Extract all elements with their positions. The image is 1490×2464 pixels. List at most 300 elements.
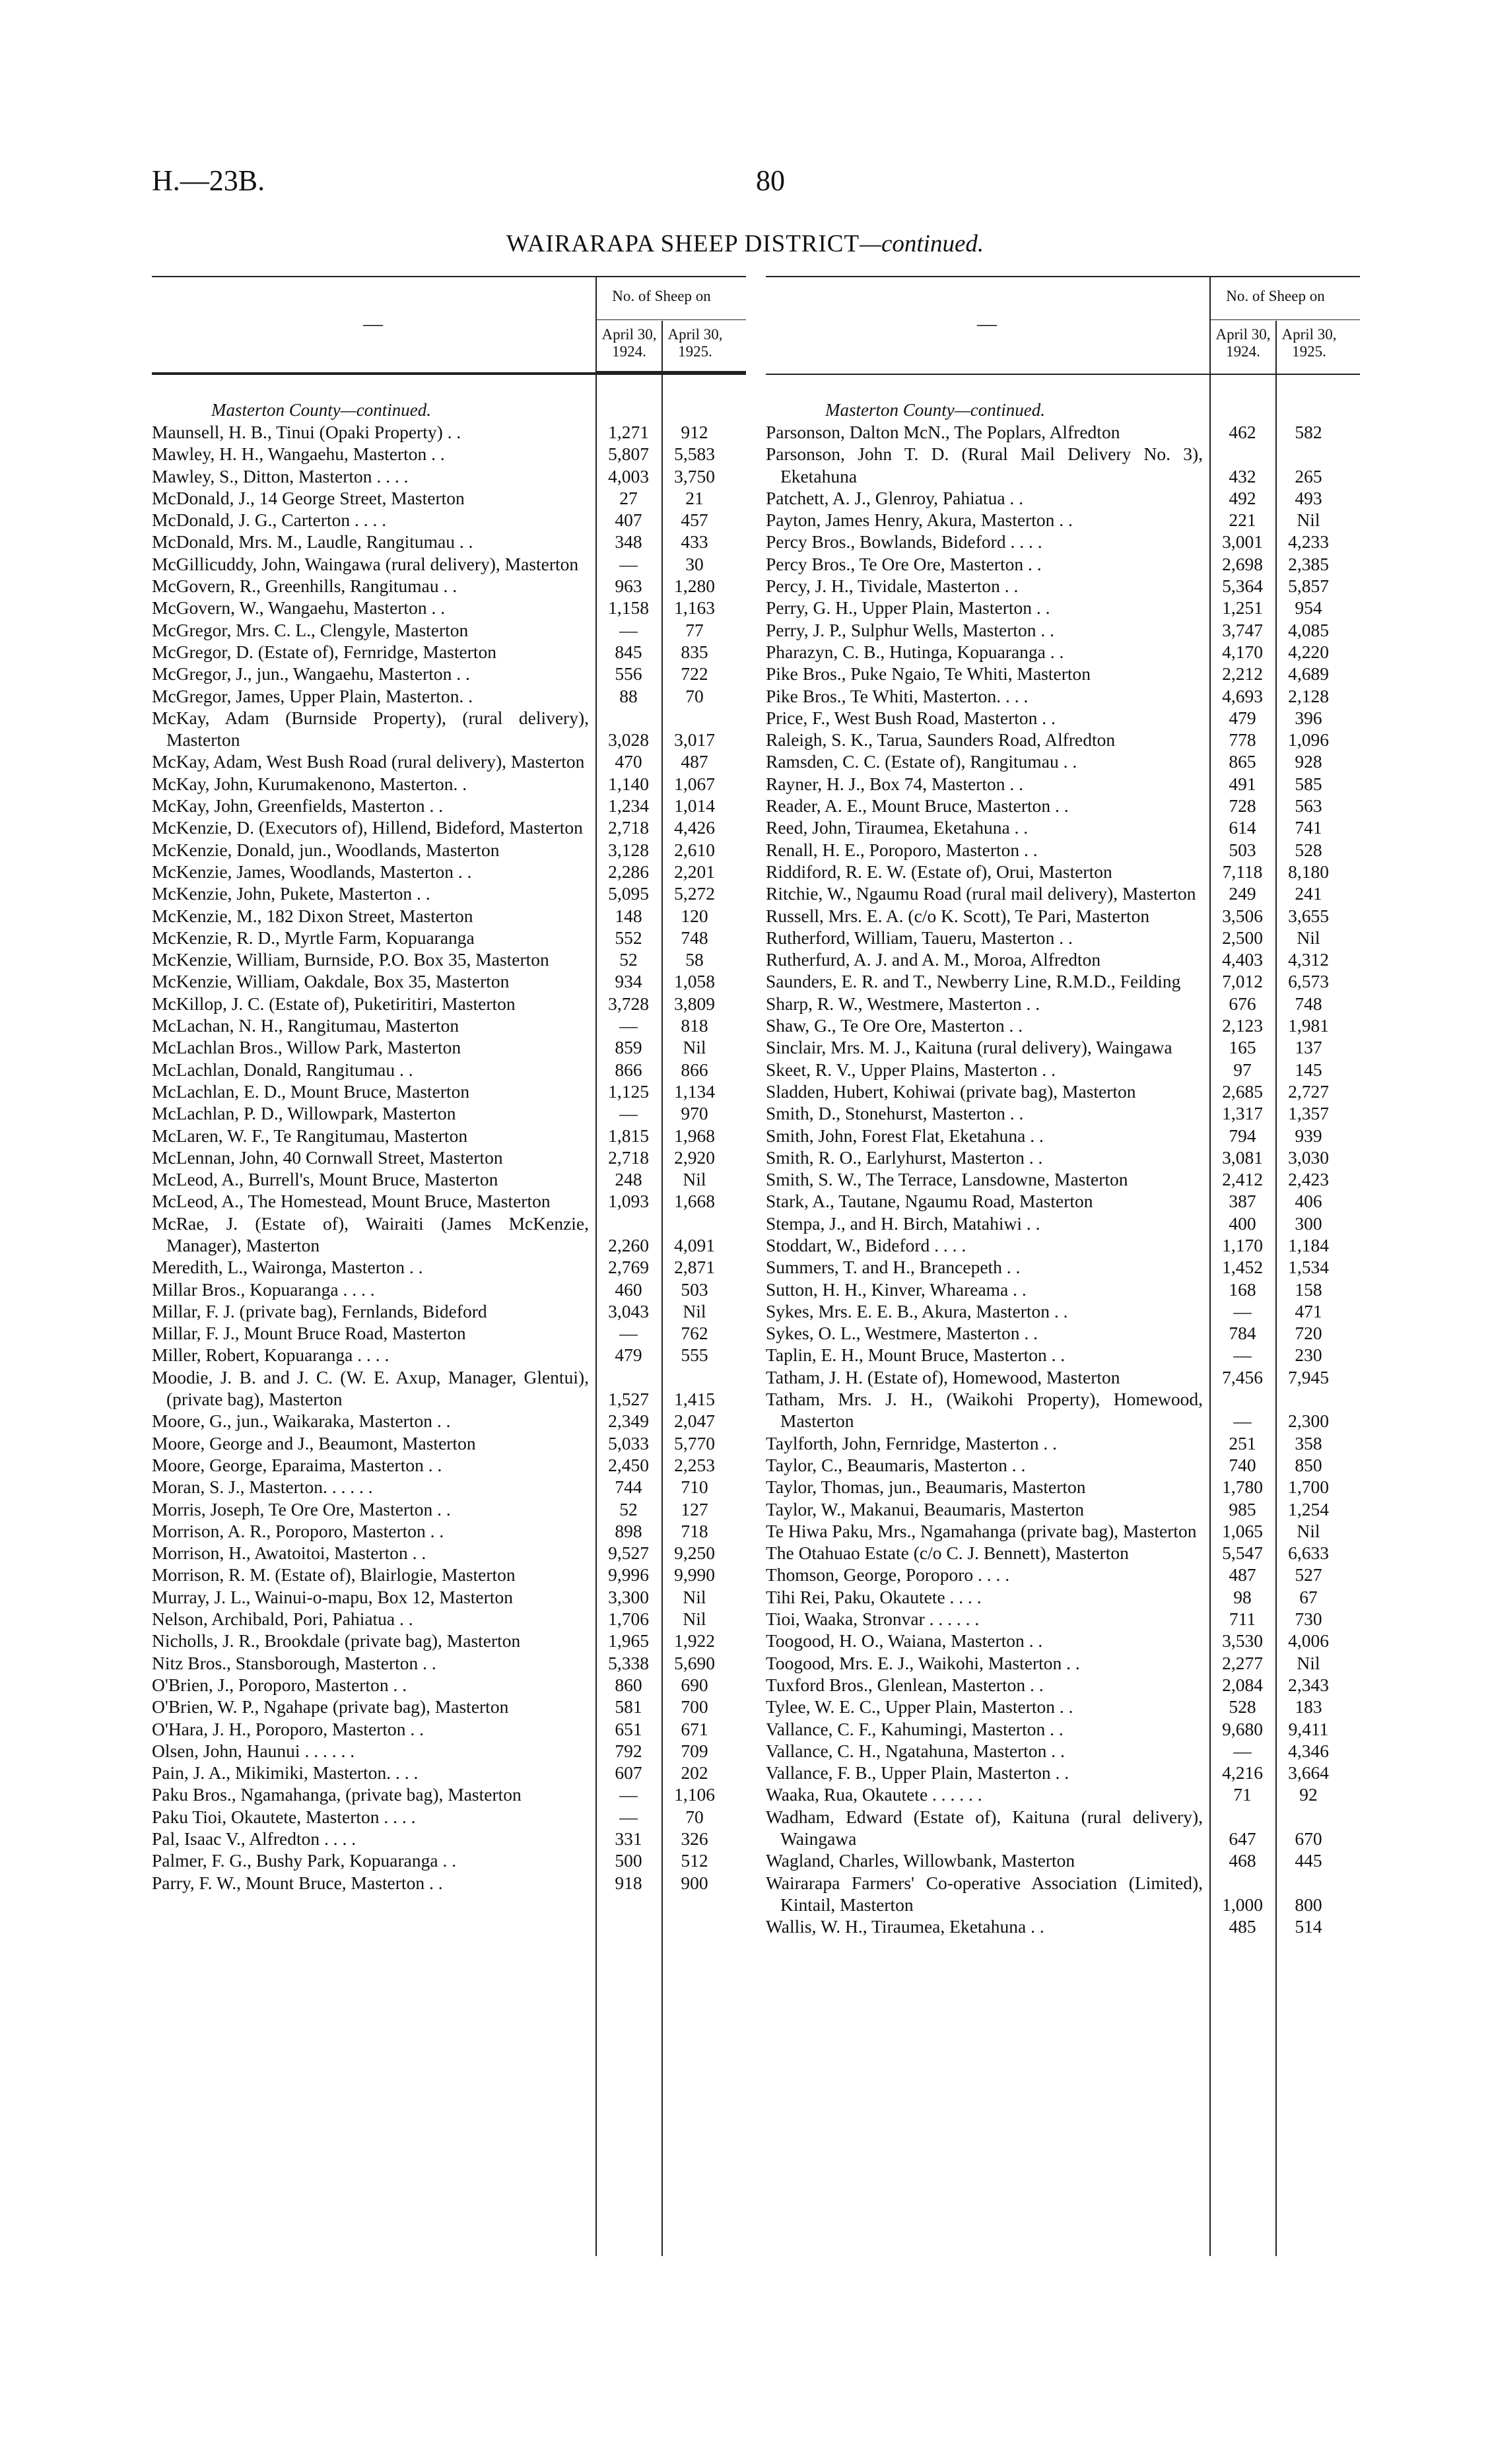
sheep-1924: 3,506 xyxy=(1222,905,1263,926)
sheep-1925: 700 xyxy=(681,1696,708,1717)
sheep-1924: 2,260 xyxy=(608,1234,649,1255)
owner-text: Rutherfurd, A. J. and A. M., Moroa, Alfredton xyxy=(766,949,1101,970)
table-row xyxy=(766,750,1360,772)
owner-name-address xyxy=(152,1102,595,1124)
sheep-1924: 2,349 xyxy=(608,1411,649,1432)
owner-name-address xyxy=(152,1168,595,1190)
table-row xyxy=(152,1740,746,1762)
sheep-1924: 2,084 xyxy=(1222,1674,1263,1695)
sheep-1924: 348 xyxy=(615,531,642,552)
owner-name-address xyxy=(766,750,1209,772)
owner-name-address xyxy=(152,443,595,465)
owner-name-address xyxy=(152,1476,595,1498)
sheep-1925: 5,690 xyxy=(674,1652,715,1673)
sheep-1925: 939 xyxy=(1295,1125,1322,1146)
sheep-1925: 5,770 xyxy=(674,1432,715,1453)
sheep-1925: 21 xyxy=(685,487,704,508)
table-row xyxy=(766,795,1360,816)
table-row xyxy=(766,1388,1360,1432)
owner-text: Tioi, Waaka, Stronvar . . . . . . xyxy=(766,1609,980,1630)
sheep-1925: 230 xyxy=(1295,1345,1322,1366)
sheep-1925: 7,945 xyxy=(1288,1366,1329,1387)
sheep-1924: 1,065 xyxy=(1222,1520,1263,1541)
sheep-1925: 4,085 xyxy=(1288,619,1329,640)
owner-name-address xyxy=(152,1344,595,1366)
sheep-1925: 818 xyxy=(681,1015,708,1036)
sheep-1924: 1,158 xyxy=(608,597,649,618)
sheep-1924: 2,212 xyxy=(1222,663,1263,684)
sheep-1925: 1,280 xyxy=(674,576,715,597)
sheep-1925: 1,922 xyxy=(674,1630,715,1651)
sheep-1925: 709 xyxy=(681,1740,708,1761)
sheep-1925: 527 xyxy=(1295,1564,1322,1585)
table-row xyxy=(766,816,1360,838)
sheep-1925: 4,091 xyxy=(674,1234,715,1255)
owner-name-address xyxy=(152,1498,595,1520)
sheep-1925: 2,300 xyxy=(1288,1411,1329,1432)
owner-text: McLaren, W. F., Te Rangitumau, Masterton xyxy=(152,1125,468,1146)
table-row xyxy=(766,949,1360,970)
table-row xyxy=(152,1564,746,1585)
owner-text: Te Hiwa Paku, Mrs., Ngamahanga (private bag), Masterton xyxy=(766,1520,1197,1541)
owner-text: Pharazyn, C. B., Hutinga, Kopuaranga . . xyxy=(766,641,1064,662)
sheep-1924: 249 xyxy=(1229,883,1256,904)
sheep-1924: 487 xyxy=(1229,1564,1256,1585)
left-rows xyxy=(152,421,746,1894)
owner-name-address xyxy=(766,1696,1209,1717)
sheep-1924: 407 xyxy=(615,510,642,531)
owner-name-address xyxy=(152,597,595,618)
owner-text: Moore, George and J., Beaumont, Masterton xyxy=(152,1432,476,1453)
table-header-bottom-rule xyxy=(152,374,746,375)
owner-name-address xyxy=(766,641,1209,663)
owner-name-address xyxy=(152,949,595,970)
sheep-1924: 3,128 xyxy=(608,839,649,860)
sheep-1925: 487 xyxy=(681,751,708,772)
owner-name-address xyxy=(766,1586,1209,1608)
owner-name-address xyxy=(766,1190,1209,1212)
sheep-1925: 1,058 xyxy=(674,971,715,992)
sheep-1924: 2,412 xyxy=(1222,1169,1263,1190)
sheep-1925: 3,664 xyxy=(1288,1762,1329,1783)
sheep-1925: 563 xyxy=(1295,795,1322,816)
owner-name-address xyxy=(766,1849,1209,1871)
sheep-1924: 4,003 xyxy=(608,465,649,486)
table-row xyxy=(766,1872,1360,1916)
owner-text: Raleigh, S. K., Tarua, Saunders Road, Alfredton xyxy=(766,729,1116,750)
table-row xyxy=(766,1059,1360,1081)
owner-name-address xyxy=(152,905,595,927)
april-1925-header: April 30, 1925. xyxy=(1281,326,1337,360)
sheep-1925: 671 xyxy=(681,1718,708,1739)
sheep-1925: 1,968 xyxy=(674,1125,715,1146)
sheep-1924: 918 xyxy=(615,1872,642,1893)
sheep-1925: 4,312 xyxy=(1288,949,1329,970)
table-row xyxy=(766,1168,1360,1190)
owner-name-address xyxy=(766,1366,1209,1388)
sheep-1925: Nil xyxy=(683,1586,706,1607)
owner-text: Ritchie, W., Ngaumu Road (rural mail delivery), Masterton xyxy=(766,883,1196,904)
owner-text: Palmer, F. G., Bushy Park, Kopuaranga . . xyxy=(152,1850,457,1871)
owner-name-address xyxy=(152,465,595,487)
table-row xyxy=(152,1147,746,1168)
owner-name-address xyxy=(766,949,1209,970)
sheep-1924: 165 xyxy=(1229,1037,1256,1058)
owner-name-address xyxy=(766,816,1209,838)
sheep-1924: 4,170 xyxy=(1222,641,1263,662)
owner-text: Pike Bros., Te Whiti, Masterton. . . . xyxy=(766,685,1029,706)
table-row xyxy=(766,861,1360,882)
sheep-1924: 556 xyxy=(615,663,642,684)
owner-text: Morrison, H., Awatoitoi, Masterton . . xyxy=(152,1543,426,1564)
sheep-1924: 1,000 xyxy=(1222,1894,1263,1915)
sheep-1924: 468 xyxy=(1229,1850,1256,1871)
table-row xyxy=(152,750,746,772)
sheep-1924: 4,693 xyxy=(1222,685,1263,706)
sheep-1924: 470 xyxy=(615,751,642,772)
owner-text: Reed, John, Tiraumea, Eketahuna . . xyxy=(766,817,1029,838)
table-row xyxy=(766,1696,1360,1717)
owner-name-address xyxy=(766,1432,1209,1454)
owner-name-address xyxy=(766,1081,1209,1102)
owner-text: Paku Bros., Ngamahanga, (private bag), Masterton xyxy=(152,1784,522,1805)
owner-text: Moran, S. J., Masterton. . . . . . xyxy=(152,1477,373,1498)
table-row xyxy=(152,1454,746,1476)
table-row xyxy=(152,1718,746,1740)
owner-name-address xyxy=(766,1256,1209,1278)
owner-name-address xyxy=(766,1015,1209,1036)
sheep-1924: 503 xyxy=(1229,839,1256,860)
table-row xyxy=(766,1806,1360,1850)
owner-text: McGregor, J., jun., Wangaehu, Masterton . . xyxy=(152,663,470,684)
sheep-1925: 265 xyxy=(1295,465,1322,486)
owner-name-address xyxy=(152,1410,595,1432)
sheep-1925: 445 xyxy=(1295,1850,1322,1871)
owner-text: Moore, G., jun., Waikaraka, Masterton . . xyxy=(152,1411,451,1432)
sheep-1925: 4,346 xyxy=(1288,1740,1329,1761)
table-row xyxy=(766,487,1360,509)
table-row xyxy=(766,641,1360,663)
owner-text: Paku Tioi, Okautete, Masterton . . . . xyxy=(152,1806,416,1827)
owner-text: Stoddart, W., Bideford . . . . xyxy=(766,1234,966,1255)
table-row xyxy=(152,1652,746,1674)
sheep-1925: 67 xyxy=(1299,1586,1318,1607)
owner-name-address xyxy=(152,1674,595,1696)
owner-name-address xyxy=(152,1828,595,1849)
table-row xyxy=(152,1344,746,1366)
sheep-1925: 2,610 xyxy=(674,839,715,860)
sheep-1925: 3,809 xyxy=(674,993,715,1014)
sheep-1924: 5,547 xyxy=(1222,1543,1263,1564)
sheep-1924: 2,123 xyxy=(1222,1015,1263,1036)
sheep-1924: 607 xyxy=(615,1762,642,1783)
owner-name-address xyxy=(766,619,1209,641)
owner-name-address xyxy=(152,1300,595,1322)
owner-text: McKenzie, John, Pukete, Masterton . . xyxy=(152,883,430,904)
table-row xyxy=(766,1608,1360,1630)
table-row xyxy=(766,1432,1360,1454)
sheep-1925: 1,534 xyxy=(1288,1257,1329,1278)
title-continued: —continued. xyxy=(860,230,984,257)
owner-name-address xyxy=(766,509,1209,531)
sheep-1925: 2,201 xyxy=(674,861,715,882)
owner-text: Price, F., West Bush Road, Masterton . . xyxy=(766,707,1056,728)
table-row xyxy=(152,465,746,487)
sheep-1925: 503 xyxy=(681,1279,708,1300)
owner-name-address xyxy=(766,861,1209,882)
table-row xyxy=(766,509,1360,531)
owner-name-address xyxy=(152,1696,595,1717)
table-row xyxy=(152,839,746,861)
sheep-1924: — xyxy=(619,1103,638,1124)
table-row xyxy=(766,443,1360,487)
table-row xyxy=(152,1190,746,1212)
owner-name-address xyxy=(766,1476,1209,1498)
sheep-1924: 860 xyxy=(615,1674,642,1695)
sheep-1924: 845 xyxy=(615,641,642,662)
sheep-1924: 491 xyxy=(1229,773,1256,794)
table-row xyxy=(152,1849,746,1871)
sheep-1925: Nil xyxy=(683,1037,706,1058)
table-row xyxy=(152,1520,746,1542)
owner-name-address xyxy=(766,1674,1209,1696)
sheep-1924: — xyxy=(619,1323,638,1344)
table-row xyxy=(152,1366,746,1411)
sheep-1924: 1,234 xyxy=(608,795,649,816)
table-row xyxy=(152,685,746,707)
owner-text: McGovern, R., Greenhills, Rangitumau . . xyxy=(152,576,457,597)
sheep-1925: 800 xyxy=(1295,1894,1322,1915)
owner-text: Russell, Mrs. E. A. (c/o K. Scott), Te Pari, Masterton xyxy=(766,905,1150,926)
page-title xyxy=(0,230,1490,258)
table-row xyxy=(766,1520,1360,1542)
table-row xyxy=(152,509,746,531)
sheep-1925: 1,014 xyxy=(674,795,715,816)
sheep-1925: 1,067 xyxy=(674,773,715,794)
sheep-1924: 4,216 xyxy=(1222,1762,1263,1783)
owner-text: Pike Bros., Puke Ngaio, Te Whiti, Masterton xyxy=(766,663,1091,684)
sheep-1924: — xyxy=(1233,1345,1252,1366)
sheep-1924: 52 xyxy=(619,949,638,970)
table-row xyxy=(152,1762,746,1783)
sheep-1925: 954 xyxy=(1295,597,1322,618)
sheep-1924: 740 xyxy=(1229,1454,1256,1475)
april-1925-header: April 30, 1925. xyxy=(667,326,723,360)
owner-name-address xyxy=(152,1520,595,1542)
owner-name-address xyxy=(766,729,1209,750)
owner-name-address xyxy=(152,970,595,992)
owner-text: Moodie, J. B. and J. C. (W. E. Axup, Manager, Glentui), (private bag), Masterton xyxy=(152,1366,589,1410)
owner-text: Tihi Rei, Paku, Okautete . . . . xyxy=(766,1586,982,1607)
owner-name-address xyxy=(152,1454,595,1476)
owner-text: Sinclair, Mrs. M. J., Kaituna (rural delivery), Waingawa xyxy=(766,1037,1172,1058)
owner-text: McLachan, N. H., Rangitumau, Masterton xyxy=(152,1015,459,1036)
table-row xyxy=(766,707,1360,729)
owner-name-address xyxy=(766,1608,1209,1630)
sheep-1924: — xyxy=(619,553,638,574)
owner-name-address xyxy=(152,1849,595,1871)
sheep-1924: 387 xyxy=(1229,1191,1256,1212)
owner-name-address xyxy=(152,553,595,575)
owner-name-address xyxy=(766,1059,1209,1081)
document-reference: H.—23B. xyxy=(152,164,265,197)
table-row xyxy=(766,1300,1360,1322)
table-row xyxy=(766,597,1360,618)
table-row xyxy=(152,1059,746,1081)
sheep-1924: 3,300 xyxy=(608,1586,649,1607)
owner-name-address xyxy=(152,993,595,1015)
table-row xyxy=(152,816,746,838)
sheep-1925: 9,250 xyxy=(674,1543,715,1564)
owner-text: Moore, George, Eparaima, Masterton . . xyxy=(152,1454,442,1475)
owner-text: Rutherford, William, Taueru, Masterton . . xyxy=(766,927,1073,948)
owner-text: Smith, John, Forest Flat, Eketahuna . . xyxy=(766,1125,1044,1146)
owner-text: McGregor, James, Upper Plain, Masterton. . xyxy=(152,685,473,706)
owner-name-address xyxy=(152,1783,595,1805)
sheep-1925: 2,047 xyxy=(674,1411,715,1432)
sheep-1924: 168 xyxy=(1229,1279,1256,1300)
table-row xyxy=(766,1915,1360,1937)
sheep-1924: 744 xyxy=(615,1477,642,1498)
owner-text: McGregor, Mrs. C. L., Clengyle, Masterton xyxy=(152,619,469,640)
owner-text: Sutton, H. H., Kinver, Whareama . . xyxy=(766,1279,1027,1300)
owner-text: McKenzie, William, Oakdale, Box 35, Masterton xyxy=(152,971,510,992)
owner-name-address xyxy=(766,927,1209,949)
owner-text: Nitz Bros., Stansborough, Masterton . . xyxy=(152,1652,436,1673)
sheep-1924: 9,527 xyxy=(608,1543,649,1564)
table-row xyxy=(766,1652,1360,1674)
owner-text: Wallis, W. H., Tiraumea, Eketahuna . . xyxy=(766,1916,1044,1937)
owner-name-address xyxy=(766,1147,1209,1168)
sheep-1925: 2,385 xyxy=(1288,553,1329,574)
table-row xyxy=(766,905,1360,927)
sheep-1924: 3,747 xyxy=(1222,619,1263,640)
owner-name-address xyxy=(152,1432,595,1454)
owner-text: McLachlan Bros., Willow Park, Masterton xyxy=(152,1037,461,1058)
table-row xyxy=(152,1872,746,1894)
owner-name-address xyxy=(766,1872,1209,1916)
sheep-1924: 7,118 xyxy=(1222,861,1263,882)
table-row xyxy=(766,1849,1360,1871)
table-row xyxy=(152,1322,746,1344)
table-row xyxy=(152,553,746,575)
owner-text: McKenzie, Donald, jun., Woodlands, Masterton xyxy=(152,839,500,860)
sheep-1924: 331 xyxy=(615,1828,642,1849)
sheep-1924: 9,996 xyxy=(608,1564,649,1585)
sheep-1924: — xyxy=(619,1015,638,1036)
table-row xyxy=(766,1081,1360,1102)
owner-text: O'Hara, J. H., Poroporo, Masterton . . xyxy=(152,1718,424,1739)
owner-text: Rayner, H. J., Box 74, Masterton . . xyxy=(766,773,1023,794)
sheep-1925: 3,655 xyxy=(1288,905,1329,926)
sheep-1925: 183 xyxy=(1295,1696,1322,1717)
sheep-1924: 1,815 xyxy=(608,1125,649,1146)
sheep-1924: 500 xyxy=(615,1850,642,1871)
owner-text: Wairarapa Farmers' Co-operative Association (Limited), Kintail, Masterton xyxy=(766,1872,1203,1915)
table-row xyxy=(766,1564,1360,1585)
table-row xyxy=(766,531,1360,552)
sheep-1925: Nil xyxy=(683,1609,706,1630)
sheep-1925: 1,700 xyxy=(1288,1477,1329,1498)
sheep-1924: 1,527 xyxy=(608,1389,649,1410)
sheep-1925: 970 xyxy=(681,1103,708,1124)
owner-name-address xyxy=(766,1300,1209,1322)
owner-text: McGovern, W., Wangaehu, Masterton . . xyxy=(152,597,446,618)
owner-text: Wadham, Edward (Estate of), Kaituna (rural delivery), Waingawa xyxy=(766,1806,1203,1849)
sheep-1924: — xyxy=(619,1806,638,1827)
owner-text: Meredith, L., Waironga, Masterton . . xyxy=(152,1257,423,1278)
table-row xyxy=(766,839,1360,861)
sheep-1925: 1,096 xyxy=(1288,729,1329,750)
sheep-1924: 581 xyxy=(615,1696,642,1717)
owner-name-address xyxy=(152,1586,595,1608)
table-row xyxy=(152,597,746,618)
sheep-1924: 248 xyxy=(615,1169,642,1190)
owner-text: Nelson, Archibald, Pori, Pahiatua . . xyxy=(152,1609,413,1630)
sheep-1924: 432 xyxy=(1229,465,1256,486)
table-row xyxy=(766,1015,1360,1036)
sheep-1924: 400 xyxy=(1229,1213,1256,1234)
sheep-1924: 98 xyxy=(1233,1586,1252,1607)
april-1924-header: April 30, 1924. xyxy=(601,326,657,360)
owner-name-address xyxy=(152,1190,595,1212)
owner-name-address xyxy=(152,1542,595,1564)
owner-text: Tatham, J. H. (Estate of), Homewood, Masterton xyxy=(766,1366,1120,1387)
table-row xyxy=(766,619,1360,641)
sheep-1924: 552 xyxy=(615,927,642,948)
sheep-1924: 614 xyxy=(1229,817,1256,838)
owner-name-address xyxy=(766,795,1209,816)
sheep-1924: 5,095 xyxy=(608,883,649,904)
sheep-1925: 6,573 xyxy=(1288,971,1329,992)
no-of-sheep-header: No. of Sheep on xyxy=(612,288,711,304)
owner-text: Miller, Robert, Kopuaranga . . . . xyxy=(152,1345,389,1366)
title-main: WAIRARAPA SHEEP DISTRICT xyxy=(506,230,860,257)
owner-name-address xyxy=(766,1388,1209,1432)
owner-text: Payton, James Henry, Akura, Masterton . . xyxy=(766,510,1073,531)
table-row xyxy=(152,1696,746,1717)
sheep-1924: 1,706 xyxy=(608,1609,649,1630)
owner-text: Murray, J. L., Wainui-o-mapu, Box 12, Masterton xyxy=(152,1586,513,1607)
owner-name-address xyxy=(766,1783,1209,1805)
sheep-1925: 77 xyxy=(685,619,704,640)
sheep-1925: 70 xyxy=(685,1806,704,1827)
table-row xyxy=(152,1806,746,1828)
owner-text: Smith, R. O., Earlyhurst, Masterton . . xyxy=(766,1147,1043,1168)
owner-text: Reader, A. E., Mount Bruce, Masterton . . xyxy=(766,795,1069,816)
sheep-1924: 3,530 xyxy=(1222,1630,1263,1651)
sheep-1924: 934 xyxy=(615,971,642,992)
table-row xyxy=(766,421,1360,443)
table-row xyxy=(152,1256,746,1278)
sheep-1925: 582 xyxy=(1295,422,1322,442)
sheep-1925: 912 xyxy=(681,422,708,442)
owner-text: Sykes, Mrs. E. E. B., Akura, Masterton . . xyxy=(766,1300,1068,1321)
sheep-1924: 479 xyxy=(1229,707,1256,728)
owner-name-address xyxy=(152,1630,595,1651)
owner-name-address xyxy=(152,1125,595,1147)
table-row xyxy=(766,1256,1360,1278)
table-row xyxy=(766,1213,1360,1234)
sheep-1924: 1,271 xyxy=(608,422,649,442)
owner-text: Millar Bros., Kopuaranga . . . . xyxy=(152,1279,375,1300)
name-column-header: — xyxy=(363,313,383,335)
owner-text: McKay, Adam (Burnside Property), (rural delivery), Masterton xyxy=(152,707,589,750)
sheep-1925: 900 xyxy=(681,1872,708,1893)
sheep-1924: 2,286 xyxy=(608,861,649,882)
sheep-1925: 718 xyxy=(681,1520,708,1541)
section-heading: Masterton County—continued. xyxy=(211,400,431,420)
